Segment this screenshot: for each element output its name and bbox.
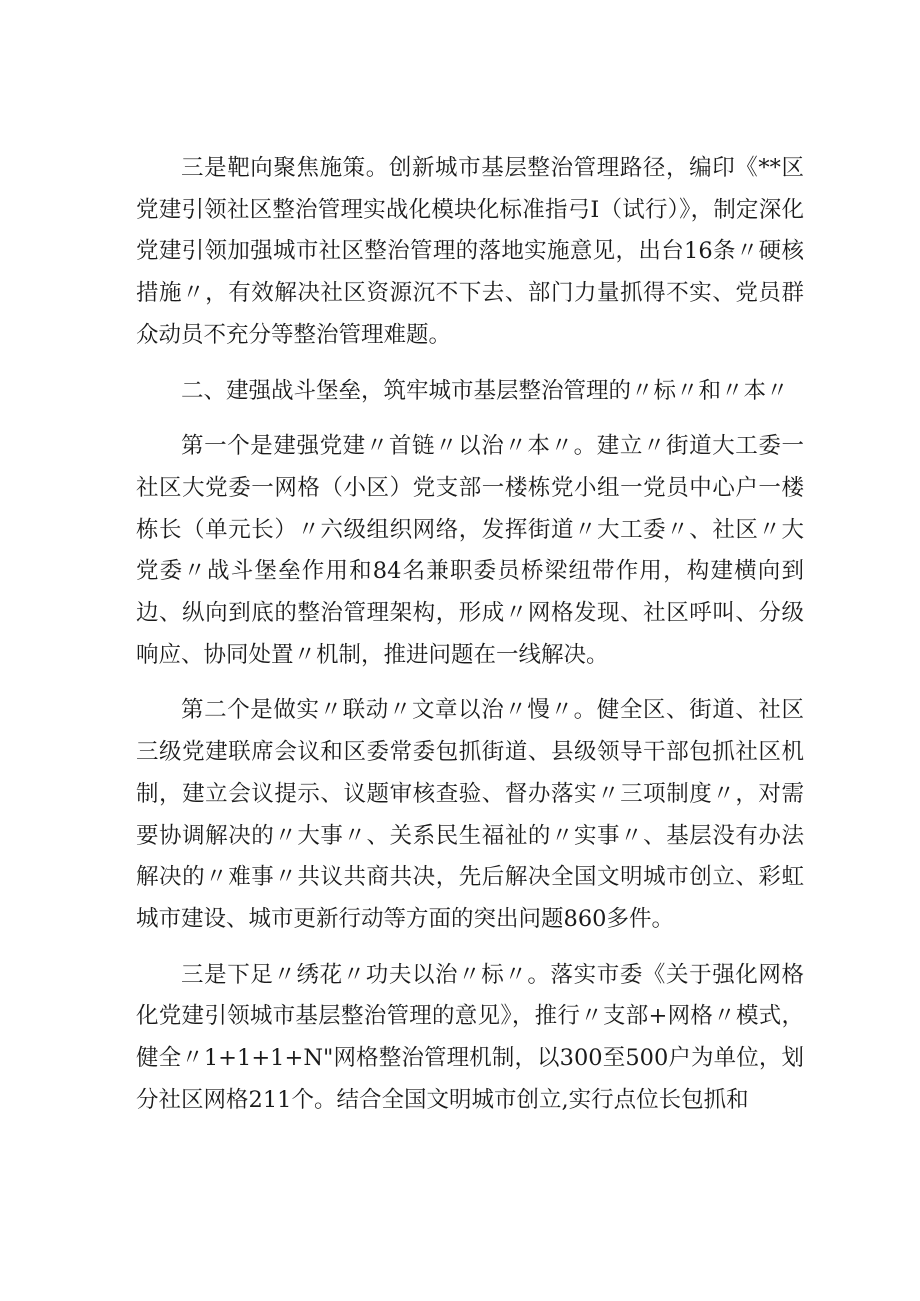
section-heading-two: 二、建强战斗堡垒，筑牢城市基层整治管理的〃标〃和〃本〃: [181, 377, 789, 404]
paragraph-targeted-measures: 三是靶向聚焦施策。创新城市基层整治管理路径，编印《**区党建引领社区整治管理实战化模块化标准指弓I（试行）》，制定深化党建引领加强城市社区整治管理的落地实施意见，出台16条〃硬核措施〃，有效解决社区资源沉不下去、部门力量抓得不实、党员群众动员不充分等整治管理难题。: [136, 155, 804, 348]
paragraph-embroidery: 三是下足〃绣花〃功夫以治〃标〃。落实市委《关于强化网格化党建引领城市基层整治管理的意见》，推行〃支部+网格〃模式，健全〃1+1+1+N"网格整治管理机制，以300至500户为单位，划分社区网格211个。结合全国文明城市创立,实行点位长包抓和: [136, 961, 804, 1113]
paragraph-gap: [136, 676, 804, 690]
paragraph-gap: [136, 412, 804, 426]
paragraph-party-chain: 第一个是建强党建〃首链〃以治〃本〃。建立〃街道大工委一社区大党委一网格（小区）党支部一楼栋党小组一党员中心户一楼栋长（单元长）〃六级组织网络，发挥街道〃大工委〃、社区〃大党委〃战斗堡垒作用和84名兼职委员桥梁纽带作用，构建横向到边、纵向到底的整治管理架构，形成〃网格发现、社区呼叫、分级响应、协同处置〃机制，推进问题在一线解决。: [136, 433, 804, 668]
paragraph-gap: [136, 941, 804, 955]
paragraph-gap: [136, 357, 804, 371]
paragraph-linkage: 第二个是做实〃联动〃文章以治〃慢〃。健全区、街道、社区三级党建联席会议和区委常委包抓街道、县级领导干部包抓社区机制，建立会议提示、议题审核查验、督办落实〃三项制度〃，对需要协调解决的〃大事〃、关系民生福祉的〃实事〃、基层没有办法解决的〃难事〃共议共商共决，先后解决全国文明城市创立、彩虹城市建设、城市更新行动等方面的突出问题860多件。: [136, 697, 804, 932]
document-body: [136, 148, 804, 1121]
